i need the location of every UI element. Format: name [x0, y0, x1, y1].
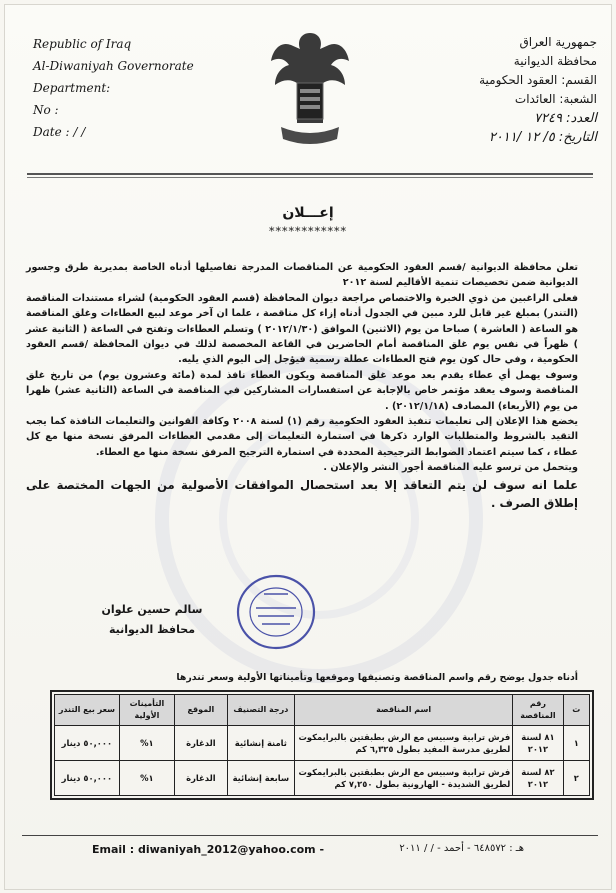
header-right — [397, 33, 597, 147]
signature-block — [72, 600, 232, 640]
col-location: الموقع — [175, 695, 228, 726]
table-caption: أدناه جدول يوضح رقم واسم المناقصة وتصنيفها وموقعها وتأميناتها الأولية وسعر تندرها — [176, 672, 578, 683]
col-tender-name: اسم المناقصة — [294, 695, 512, 726]
footer-reference: هـ : ٦٤٨٥٧٢ - أحمد - / / ٢٠١١ — [399, 843, 524, 854]
department-en: Department: — [33, 81, 111, 95]
cell-classification: سابعة إنشائية — [227, 761, 294, 796]
cell-tender-name: فرش ترابية وسبيس مع الرش بطبقتين بالبرايمكوت لطريق الشديدة - الهارونية بطول ٧,٢٥٠ كم — [294, 761, 512, 796]
eagle-emblem-icon — [267, 27, 353, 151]
announcement-title: إعـــلان — [282, 205, 334, 221]
paragraph-4: يخضع هذا الإعلان إلى تعليمات تنفيذ العقود الحكومية رقم (١) لسنة ٢٠٠٨ وكافة القوانين والتعليمات النافذة كما يجب التقيد بالشروط والمتطلبات الوارد ذكرها في استمارة التعليمات إلى مقدمي العطاءات المرفق نسخة منها مع كل عطاء ، كما سيتم اعتماد الضوابط الترجيحية المحددة في استمارة الترجيح المرفق نسخة منها مع العطاء. — [26, 416, 578, 458]
division-ar: الشعبة: العائدات — [514, 92, 597, 106]
governorate-en: Al-Diwaniyah Governorate — [33, 59, 194, 73]
date-en: Date : / / — [33, 125, 86, 139]
cell-tender-no: ٨١ لسنة ٢٠١٢ — [513, 726, 563, 761]
title-stars: ************ — [269, 225, 347, 238]
signatory-name: سالم حسين علوان — [101, 603, 203, 616]
header-divider-thin — [27, 177, 593, 178]
paragraph-2: فعلى الراغبين من ذوي الخبرة والاختصاص مراجعة ديوان المحافظة (قسم العقود الحكومية) لشراء مستندات المناقصة (التندر) بمبلغ غير قابل للرد مبين في الجدول أدناه إزاء كل مناقصة ، علما ان آخر موعد لبيع العطاءات وغلق المناقصة هو الساعة ( العاشرة ) صباحا من يوم (الاثنين) الموافق (٢٠١٢/١/٣٠ ) وتسلم العطاءات وتفتح في الساعة ( الثانية عشر ) ظهراً في نفس يوم غلق المناقصة أمام الحاضرين في القاعة المخصصة لذلك في ديوان المحافظة /قسم العقود الحكومية ، وفي حال كون يوم فتح العطاءات عطلة رسمية فيؤجل إلى اليوم الذي يليه. — [26, 292, 578, 366]
col-seq: ت — [563, 695, 589, 726]
paragraph-5: ويتحمل من ترسو عليه المناقصة أجور النشر والإعلان . — [323, 462, 578, 474]
table-row — [55, 761, 590, 796]
cell-location: الدغارة — [175, 761, 228, 796]
col-price: سعر بيع التندر — [55, 695, 120, 726]
reference-number-ar: العدد: ٧٢٤٩ — [534, 111, 597, 126]
department-ar: القسم: العقود الحكومية — [479, 73, 597, 87]
header-left — [33, 33, 243, 143]
official-stamp-icon — [234, 572, 318, 652]
header-divider — [27, 173, 593, 175]
table-header-row — [55, 695, 590, 726]
paragraph-1: تعلن محافظة الديوانية /قسم العقود الحكومية عن المناقصات المدرجة تفاصيلها أدناه الخاصة بمديرية طرق وجسور الديوانية ضمن تخصيصات تنمية الأقاليم لسنة ٢٠١٢ — [26, 262, 578, 289]
number-en: No : — [33, 103, 59, 117]
col-insurance: التأمينات الأولية — [119, 695, 174, 726]
tenders-table-frame — [50, 690, 594, 800]
cell-seq: ١ — [563, 726, 589, 761]
cell-seq: ٢ — [563, 761, 589, 796]
country-en: Republic of Iraq — [33, 37, 132, 51]
announcement-body — [26, 260, 578, 512]
country-ar: جمهورية العراق — [519, 35, 597, 49]
cell-location: الدغارة — [175, 726, 228, 761]
cell-price: ٥٠,٠٠٠ دينار — [55, 761, 120, 796]
paragraph-3: وسوف يهمل أي عطاء يقدم بعد موعد غلق المناقصة ويكون العطاء نافذ لمدة (مائة وعشرون يوم) من تاريخ غلق المناقصة وسوف يعقد مؤتمر خاص بالإجابة عن استفسارات المشاركين في المناقصة في الساعة (الثانية عشر) ظهرا من يوم (الأربعاء) المصادف (٢٠١٢/١/١٨) . — [26, 369, 578, 412]
governorate-ar: محافظة الديوانية — [513, 54, 597, 68]
cell-tender-name: فرش ترابية وسبيس مع الرش بطبقتين بالبرايمكوت لطريق مدرسة المفيد بطول ٦,٣٢٥ كم — [294, 726, 512, 761]
col-classification: درجة التصنيف — [227, 695, 294, 726]
footer-email: Email : diwaniyah_2012@yahoo.com - — [92, 843, 325, 856]
signatory-title: محافظ الديوانية — [108, 623, 196, 636]
cell-tender-no: ٨٢ لسنة ٢٠١٢ — [513, 761, 563, 796]
cell-insurance: ١% — [119, 726, 174, 761]
table-row — [55, 726, 590, 761]
date-ar: التاريخ: ٥/ ١٢ /٢٠١١ — [488, 130, 597, 145]
footer-divider — [22, 835, 598, 836]
col-tender-no: رقم المناقصة — [513, 695, 563, 726]
cell-classification: ثامنة إنشائية — [227, 726, 294, 761]
tenders-table — [54, 694, 590, 796]
cell-price: ٥٠,٠٠٠ دينار — [55, 726, 120, 761]
cell-insurance: ١% — [119, 761, 174, 796]
paragraph-6: علما انه سوف لن يتم التعاقد إلا بعد استحصال الموافقات الأصولية من الجهات المختصة على إطلاق الصرف . — [26, 477, 578, 510]
